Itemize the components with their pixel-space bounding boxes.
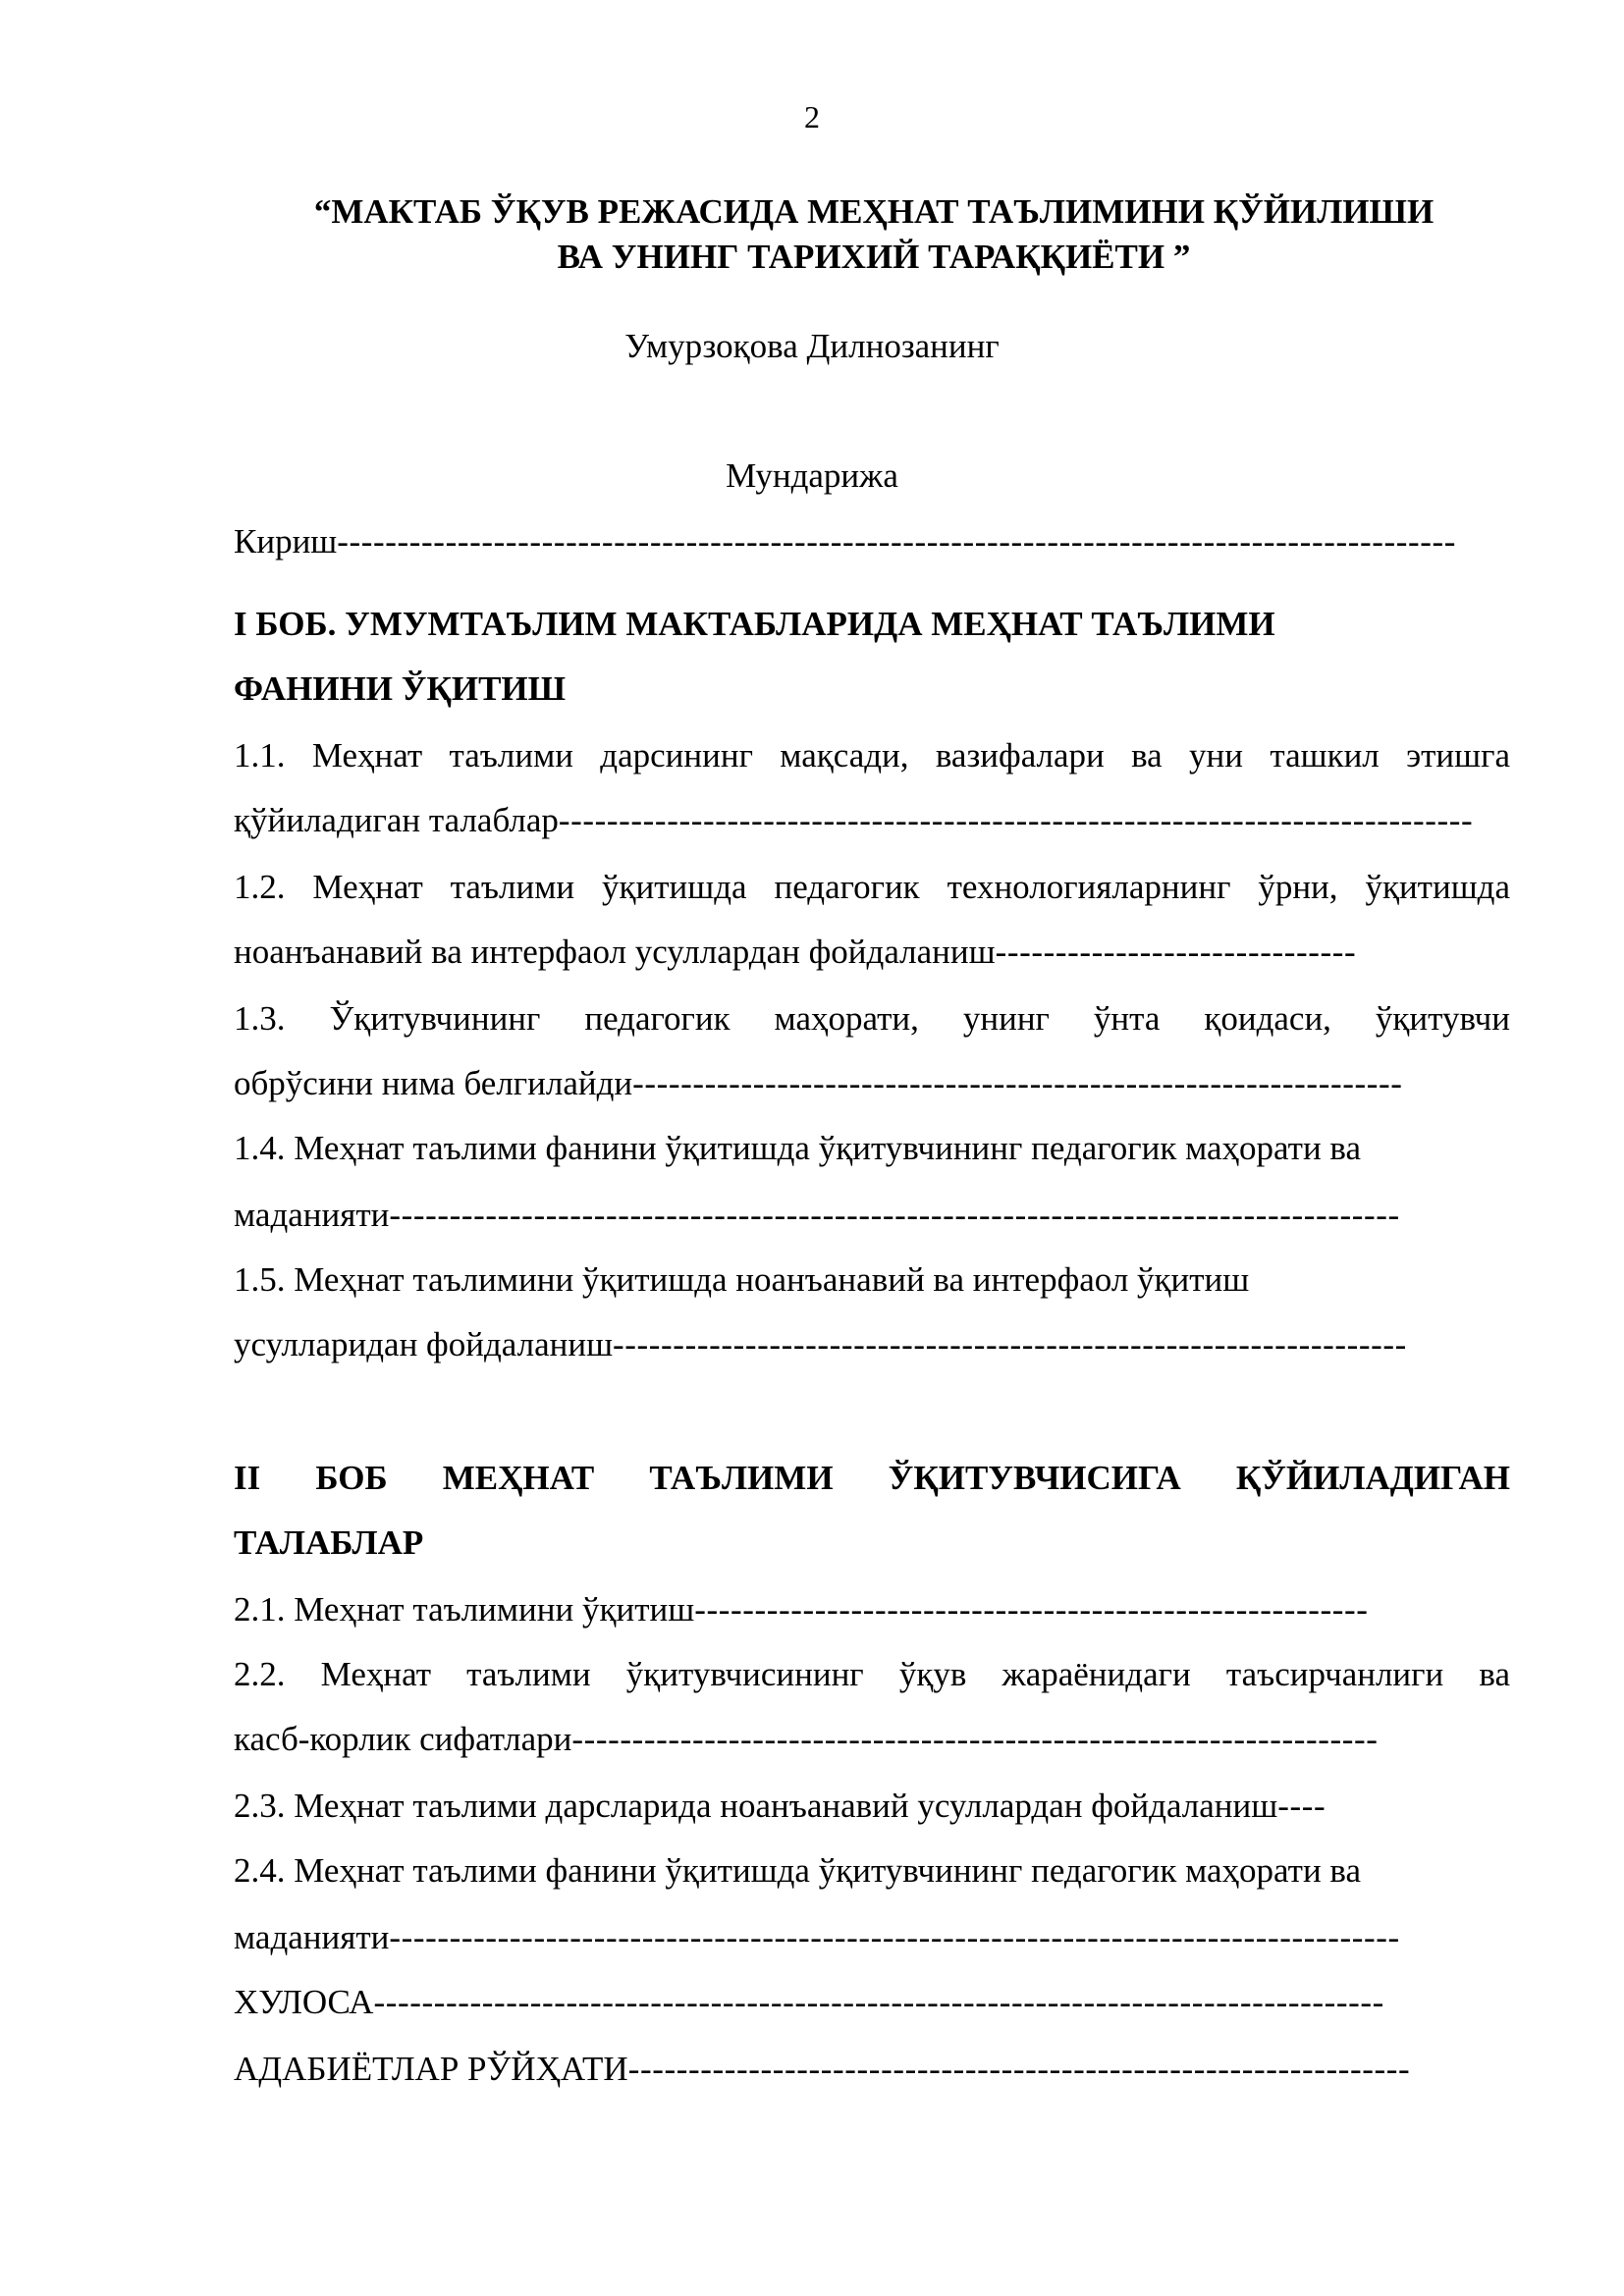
- toc-entry-1-5-line-1: 1.5. Меҳнат таълимини ўқитишда ноанъанавий ва интерфаол ўқитиш: [234, 1260, 1250, 1299]
- toc-entry-1-2-line-2: [234, 929, 1510, 976]
- toc-leader: ----------------------------------------------------------------: [632, 1064, 1403, 1102]
- toc-chapter-2-line-1: II БОБ МЕҲНАТ ТАЪЛИМИ ЎҚИТУВЧИСИГА ҚЎЙИЛАДИГАН: [234, 1459, 1510, 1497]
- toc-entry-text: усулларидан фойдаланиш: [234, 1325, 614, 1363]
- toc-entry-references: [234, 2046, 1510, 2093]
- toc-leader: -------------------------------------------------------------------: [571, 1720, 1379, 1758]
- toc-entry-text: қўйиладиган талаблар: [234, 801, 559, 839]
- toc-entry-text: Кириш: [234, 522, 338, 561]
- toc-entry-2-2-line-2: [234, 1716, 1510, 1763]
- toc-leader: ------------------------------------------------------------------------------------: [389, 1196, 1400, 1234]
- toc-entry-1-3-line-2: [234, 1060, 1510, 1107]
- toc-entry-text: касб-корлик сифатлари: [234, 1720, 572, 1758]
- toc-entry-1-1-line-1: 1.1. Меҳнат таълими дарсининг мақсади, вазифалари ва уни ташкил этишга: [234, 736, 1510, 774]
- toc-entry-text: маданияти: [234, 1196, 390, 1234]
- toc-entry-2-1: [234, 1586, 1510, 1633]
- toc-entry-conclusion: [234, 1979, 1510, 2026]
- toc-entry-1-4-line-2: [234, 1192, 1510, 1239]
- toc-entry-text: ноанъанавий ва интерфаол усуллардан фойдаланиш: [234, 933, 996, 971]
- toc-entry-text: ХУЛОСА: [234, 1983, 374, 2021]
- toc-leader: ------------------------------------------------------------------------------------: [389, 1918, 1400, 1956]
- toc-chapter-1-line-2: ФАНИНИ ЎҚИТИШ: [234, 669, 567, 708]
- toc-entry-text: 2.3. Меҳнат таълими дарсларида ноанъанавий усуллардан фойдаланиш: [234, 1787, 1278, 1825]
- toc-entry-2-4-line-1: 2.4. Меҳнат таълими фанини ўқитишда ўқитувчининг педагогик маҳорати ва: [234, 1851, 1362, 1890]
- toc-entry-1-3-line-1: 1.3. Ўқитувчининг педагогик маҳорати, унинг ўнта қоидаси, ўқитувчи: [234, 999, 1510, 1038]
- toc-leader: ---------------------------------------------------------------------------------------------: [337, 522, 1457, 561]
- toc-leader: ------------------------------------------------------------------: [613, 1325, 1407, 1363]
- author-name: Умурзоқова Дилнозанинг: [624, 327, 1000, 365]
- toc-leader: -----------------------------------------------------------------: [627, 2050, 1411, 2088]
- toc-entry-1-2-line-1: 1.2. Меҳнат таълими ўқитишда педагогик технологияларнинг ўрни, ўқитишда: [234, 868, 1510, 906]
- toc-entry-text: 2.1. Меҳнат таълимини ўқитиш: [234, 1590, 695, 1629]
- toc-chapter-2-line-2: ТАЛАБЛАР: [234, 1523, 424, 1562]
- toc-entry-1-5-line-2: [234, 1321, 1510, 1368]
- document-title-line-1: “МАКТАБ ЎҚУВ РЕЖАСИДА МЕҲНАТ ТАЪЛИМИНИ ҚЎЙИЛИШИ: [313, 192, 1435, 231]
- toc-leader: ----------------------------------------------------------------------------: [558, 801, 1474, 839]
- page-number: 2: [804, 99, 820, 134]
- document-title-line-2: ВА УНИНГ ТАРИХИЙ ТАРАҚҚИЁТИ ”: [557, 238, 1191, 276]
- toc-chapter-1-line-1: I БОБ. УМУМТАЪЛИМ МАКТАБЛАРИДА МЕҲНАТ ТАЪЛИМИ: [234, 605, 1275, 643]
- toc-leader: --------------------------------------------------------: [694, 1590, 1369, 1629]
- toc-entry-text: маданияти: [234, 1918, 390, 1956]
- toc-leader: ------------------------------------------------------------------------------------: [373, 1983, 1384, 2021]
- toc-entry-2-2-line-1: 2.2. Меҳнат таълими ўқитувчисининг ўқув жараёнидаги таъсирчанлиги ва: [234, 1655, 1510, 1693]
- toc-entry-1-1-line-2: [234, 797, 1510, 844]
- toc-leader: ----: [1277, 1787, 1326, 1825]
- toc-entry-2-4-line-2: [234, 1914, 1510, 1961]
- toc-entry-1-4-line-1: 1.4. Меҳнат таълими фанини ўқитишда ўқитувчининг педагогик маҳорати ва: [234, 1129, 1362, 1167]
- toc-entry-text: АДАБИЁТЛАР РЎЙҲАТИ: [234, 2050, 628, 2088]
- toc-leader: ------------------------------: [995, 933, 1357, 971]
- toc-entry-text: обрўсини нима белгилайди: [234, 1064, 633, 1102]
- toc-entry-2-3: [234, 1783, 1510, 1830]
- document-title: [177, 189, 1571, 280]
- toc-heading: Мундарижа: [726, 456, 898, 495]
- toc-entry-intro: [234, 518, 1510, 565]
